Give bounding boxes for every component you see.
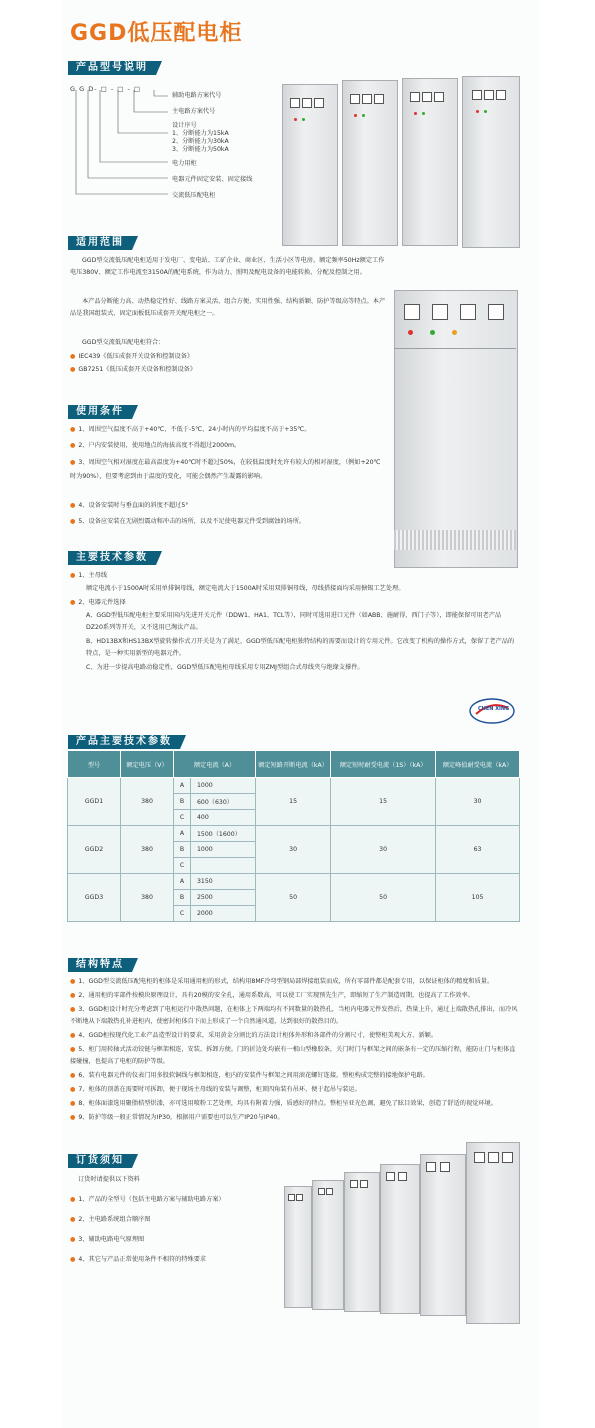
tech-component-a: A、GGD型低压配电柜主要采用国内先进开关元件（DDW1、HA1、TCL等），同时可选用进口元件（如ABB、施耐得、西门子等），即能保留可用老产品DZ20系列等开关，又不选用已淘汰产品。 <box>86 612 502 631</box>
section-conditions-header: 使用条件 <box>68 405 132 419</box>
bullet-icon: ● <box>70 572 76 579</box>
structure-list <box>70 976 520 1126</box>
bullet-icon: ● <box>70 599 76 606</box>
cell-current: 1000 <box>191 778 256 794</box>
cell-current-class: A <box>174 826 191 842</box>
tech-busbar-heading: ● 1、主母线 <box>70 572 108 579</box>
cell-current-class: C <box>174 858 191 874</box>
condition-2: ● 2、户内安装使用，使用地点的海拔高度不得超过2000m。 <box>70 442 241 449</box>
structure-item: ● 9、防护等级一般正常情况为IP30，根据用户需要也可以生产IP20与IP40。 <box>70 1114 284 1121</box>
col-voltage: 额定电压（V） <box>121 751 174 778</box>
table-row <box>68 874 520 890</box>
condition-1: ● 1、周围空气温度不高于+40℃，不低于-5℃，24小时内的平均温度不高于+35℃。 <box>70 426 311 433</box>
cell-voltage: 380 <box>121 778 174 826</box>
cell-current-class: B <box>174 890 191 906</box>
order-item-1: ● 1、产品的全型号（包括主电路方案与辅助电路方案） <box>70 1196 225 1203</box>
model-aux-label: 辅助电路方案代号 <box>172 92 222 99</box>
model-design-3: 3、分断能力为50kA <box>172 146 229 153</box>
section-structure-header: 结构特点 <box>68 958 132 972</box>
scope-paragraph-3: GGD型交流低压配电柜符合： <box>82 339 165 346</box>
cell-short: 30 <box>331 826 436 874</box>
model-design-1: 1、分断能力为15kA <box>172 130 229 137</box>
structure-item: ● 8、柜体面漆选用聚脂桔型烘漆，亦可选用喷粉工艺处理，均具有附着力强，质感好的特点。整柜呈亚光色调，避免了眩目效果，创造了舒适的视觉环境。 <box>70 1100 497 1107</box>
cell-current-class: C <box>174 906 191 922</box>
cell-voltage: 380 <box>121 874 174 922</box>
section-tech-header: 主要技术参数 <box>68 551 156 565</box>
cell-model: GGD3 <box>68 874 121 922</box>
bullet-icon: ● <box>70 1114 76 1121</box>
tech-component-c: C、为进一步提高电路动稳定性，GGD型低压配电柜母线采用专用ZMJ型组合式母线夹与绝缘支撑件。 <box>86 664 364 671</box>
scope-paragraph-1: GGD型交流低压配电柜适用于发电厂、变电站、工矿企业、商业区、生活小区等电房。额定频率50Hz额定工作电压380V、额定工作电流至3150A的配电系统，作为动力、照明及配电设备的电能转换、分配及控制之用。 <box>70 257 385 276</box>
cell-current-class: C <box>174 810 191 826</box>
scope-paragraph-2: 本产品分断能力高、动热稳定性好、线路方案灵活、组合方便、实用性强、结构新颖、防护等级高等特点。本产品是我国组装式、固定面板低压成套开关配电柜之一。 <box>70 298 386 317</box>
bullet-icon: ● <box>70 459 76 466</box>
model-design-2: 2、分断能力为30kA <box>172 138 229 145</box>
cell-short: 15 <box>331 778 436 826</box>
cabinet-photo-row <box>284 1140 520 1330</box>
cell-short: 50 <box>331 874 436 922</box>
bullet-icon: ● <box>70 1046 76 1053</box>
order-item-2: ● 2、主电路系统组合顺序图 <box>70 1216 151 1223</box>
cabinet-photo-single <box>394 290 518 568</box>
tech-busbar-text: 额定电流小于1500A时采用单排铜母线，额定电流大于1500A时采用双排铜母线，母线搭接面均采用搪锡工艺处理。 <box>86 585 405 592</box>
cell-current <box>191 858 256 874</box>
model-code: G G D- □ - □ - □ <box>70 85 142 93</box>
model-fixed-label: 电器元件固定安装、固定接线 <box>172 176 253 183</box>
col-breaking: 额定短路开断电流（kA） <box>256 751 331 778</box>
col-peak: 额定峰值耐受电流（kA） <box>436 751 520 778</box>
bullet-icon: ● <box>70 1072 76 1079</box>
cell-current: 2000 <box>191 906 256 922</box>
cell-break: 15 <box>256 778 331 826</box>
model-ac-label: 交流低压配电柜 <box>172 192 216 199</box>
bullet-icon: ● <box>70 426 76 433</box>
bullet-icon: ● <box>70 518 76 525</box>
table-row <box>68 826 520 842</box>
condition-3: ● 3、周围空气相对湿度在最高温度为+40℃时不超过50%，在较低温度时允许有较大的相对湿度，（例如+20℃时为90%），但要考虑到由于温度的变化，可能会偶然产生凝露的影响。 <box>70 459 381 480</box>
cell-voltage: 380 <box>121 826 174 874</box>
cell-break: 30 <box>256 826 331 874</box>
order-item-3: ● 3、辅助电路电气原理图 <box>70 1236 145 1243</box>
structure-item: ● 4、GGD柜按现代化工业产品造型设计的要求，采用黄金分割比的方法设计柜体外形和各部件的分割尺寸，使整柜美观大方、新颖。 <box>70 1032 438 1039</box>
cell-peak: 105 <box>436 874 520 922</box>
model-design-label: 设计序号 <box>172 122 197 129</box>
cell-current: 600（630） <box>191 794 256 810</box>
cell-current: 400 <box>191 810 256 826</box>
cell-current-class: A <box>174 778 191 794</box>
col-model: 型号 <box>68 751 121 778</box>
bullet-icon: ● <box>70 366 76 373</box>
bullet-icon: ● <box>70 1196 76 1203</box>
bullet-icon: ● <box>70 1032 76 1039</box>
bullet-icon: ● <box>70 502 76 509</box>
section-table-header: 产品主要技术参数 <box>68 735 180 749</box>
structure-item: ● 1、GGD型交流低压配电柜的柜体是采用通用柜的形式，结构用8MF冷弯型钢局部焊接组装而成，所有零部件都是配套专用，以保证柜体的精度和质量。 <box>70 978 494 985</box>
condition-4: ● 4、设备安装时与垂直面的斜度不超过5° <box>70 502 189 509</box>
cabinet-photo-top <box>282 76 520 248</box>
cell-current: 3150 <box>191 874 256 890</box>
cell-current-class: B <box>174 842 191 858</box>
structure-item: ● 5、柜门用转轴式活动铰链与框架相连，安装、拆卸方便。门的折边处均嵌有一根山型橡胶条，关门时门与框架之间的嵌条有一定的压缩行程，能防止门与柜体直接碰撞，也提高了电柜的防护等级。 <box>70 1046 516 1065</box>
order-intro: 订货时请提供以下资料 <box>78 1176 140 1183</box>
bullet-icon: ● <box>70 1006 76 1013</box>
model-main-label: 主电路方案代号 <box>172 108 216 115</box>
col-short-time: 额定短时耐受电流（1S）（kA） <box>331 751 436 778</box>
model-code-lines <box>72 90 172 202</box>
structure-item: ● 7、柜体的顶盖在需要时可拆卸，便于现场主母线的安装与调整，柜顶四角装有吊环，便于起吊与装运。 <box>70 1086 361 1093</box>
order-item-4: ● 4、其它与产品正常使用条件不相符的特殊要求 <box>70 1256 207 1263</box>
scope-standard-1: ● IEC439《低压成套开关设备和控制设备》 <box>70 353 194 360</box>
tech-component-b: B、HD13BX和HS13BX型旋转操作式刀开关是为了满足，GGD型低压配电柜独特结构的需要而设计的专用元件。它改变了机构的操作方式，保留了老产品的特点，是一种实用新型的电器元件。 <box>86 638 515 657</box>
bullet-icon: ● <box>70 1086 76 1093</box>
cell-current: 1000 <box>191 842 256 858</box>
cell-current: 2500 <box>191 890 256 906</box>
section-scope-header: 适用范围 <box>68 236 132 250</box>
bullet-icon: ● <box>70 1236 76 1243</box>
cell-break: 50 <box>256 874 331 922</box>
structure-item: ● 6、装有电器元件的仪表门用多股软铜线与框架相连，柜内的安装件与框架之间用滚花螺钉连接，整柜构成完整的接地保护电路。 <box>70 1072 429 1079</box>
tech-components-heading: ● 2、电器元件选择 <box>70 599 126 606</box>
company-logo-text: CHEN XING <box>478 706 510 712</box>
cell-peak: 30 <box>436 778 520 826</box>
cell-current: 1500（1600） <box>191 826 256 842</box>
model-power-label: 电力用柜 <box>172 160 197 167</box>
bullet-icon: ● <box>70 1256 76 1263</box>
section-order-header: 订货须知 <box>68 1154 132 1168</box>
bullet-icon: ● <box>70 1100 76 1107</box>
cell-current-class: B <box>174 794 191 810</box>
cell-model: GGD1 <box>68 778 121 826</box>
condition-5: ● 5、设备应安装在无剧烈震动和冲击的场所，以及不足使电器元件受到腐蚀的场所。 <box>70 518 306 525</box>
bullet-icon: ● <box>70 992 76 999</box>
structure-item: ● 2、通用柜的零部件按模块原理设计，具有20模的安全孔，通用系数高，可以使工厂实现预先生产，即缩短了生产制造周期，也提高了工作效率。 <box>70 992 474 999</box>
bullet-icon: ● <box>70 1216 76 1223</box>
col-current: 额定电流（A） <box>174 751 256 778</box>
table-row <box>68 778 520 794</box>
bullet-icon: ● <box>70 978 76 985</box>
spec-table <box>67 750 520 922</box>
cell-peak: 63 <box>436 826 520 874</box>
bullet-icon: ● <box>70 353 76 360</box>
structure-item: ● 3、GGD柜设计时充分考虑到了电柜运行中散热问题，在柜体上下两端均有不同数量的散热孔，当柜内电器元件发热后，热量上升，通过上端散热孔排出，而冷风不断地从下端散热孔补进柜内，使密封柜体自下而上形成了一个自然通风道，达到很好的散热目的。 <box>70 1006 518 1025</box>
cell-model: GGD2 <box>68 826 121 874</box>
cell-current-class: A <box>174 874 191 890</box>
page-title: GGD低压配电柜 <box>70 21 243 46</box>
scope-standard-2: ● GB7251《低压成套开关设备和控制设备》 <box>70 366 197 373</box>
bullet-icon: ● <box>70 442 76 449</box>
section-model-header: 产品型号说明 <box>68 61 156 75</box>
